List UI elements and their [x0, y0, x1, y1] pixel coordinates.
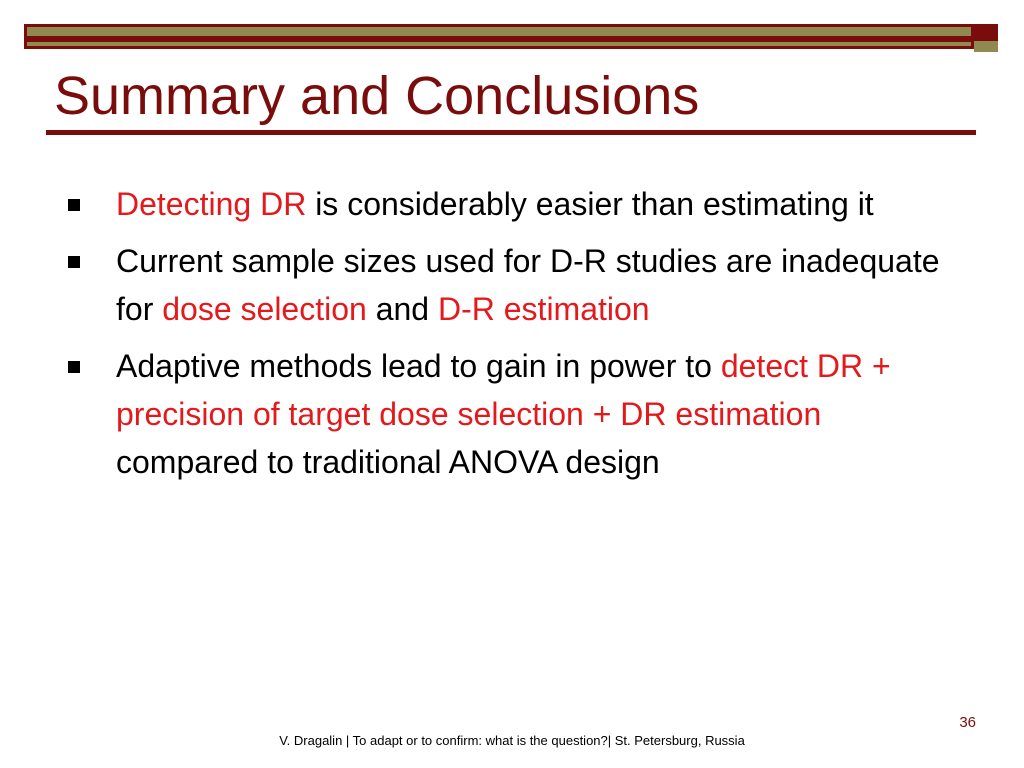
- bullet-text: is considerably easier than estimating it: [306, 186, 874, 222]
- bullet-item: [64, 342, 964, 486]
- bullet-text: and: [366, 291, 438, 327]
- bullet-text: Adaptive methods lead to gain in power to: [116, 348, 721, 384]
- top-decorative-band: [24, 24, 974, 49]
- bullet-text: Current sample sizes used for D-R studies are inadequate for: [116, 243, 940, 327]
- square-bullet-icon: [68, 361, 80, 373]
- square-bullet-icon: [68, 256, 80, 268]
- highlighted-text: dose selection: [162, 291, 367, 327]
- highlighted-text: Detecting DR: [116, 186, 307, 222]
- footer-text: V. Dragalin | To adapt or to confirm: what is the question?| St. Petersburg, Russia: [279, 733, 745, 748]
- corner-accent-bottom: [974, 41, 998, 52]
- slide-title: Summary and Conclusions: [54, 66, 700, 126]
- bullet-item: [64, 180, 964, 228]
- bullet-list: [64, 180, 964, 495]
- bullet-text: compared to traditional ANOVA design: [116, 444, 660, 480]
- square-bullet-icon: [68, 199, 80, 211]
- bullet-item: [64, 237, 964, 333]
- highlighted-text: D-R estimation: [437, 291, 650, 327]
- title-underline: [46, 130, 976, 135]
- highlighted-text: detect DR + precision of target dose selection + DR estimation: [116, 348, 891, 432]
- corner-accent-top: [974, 24, 998, 41]
- page-number: 36: [959, 714, 976, 731]
